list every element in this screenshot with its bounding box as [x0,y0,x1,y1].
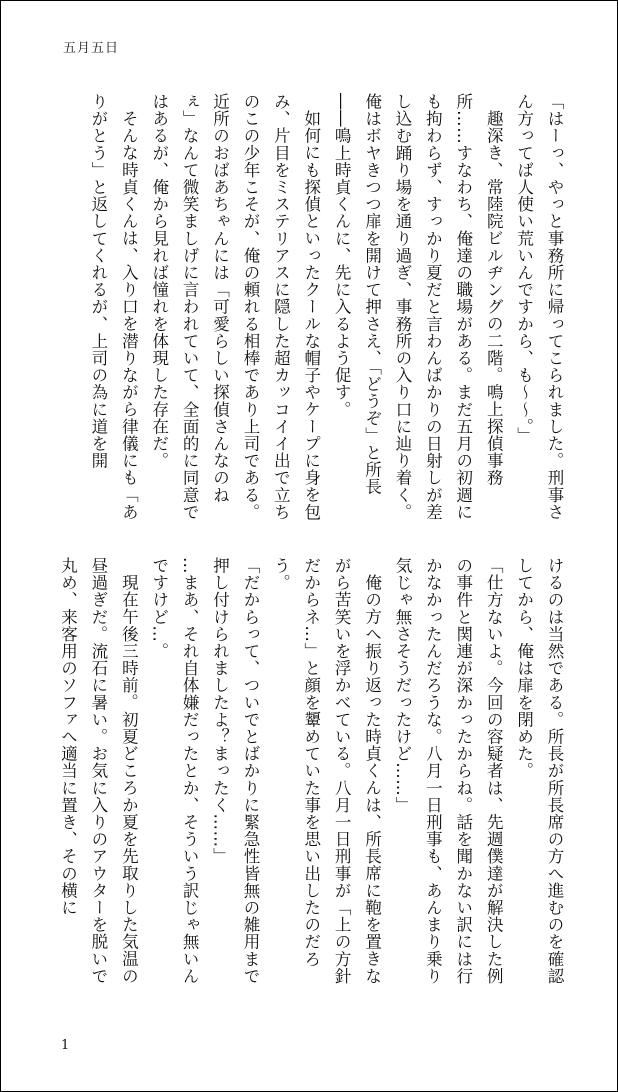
paragraph-narration-6: 現在午後三時前。初夏どころか夏を先取りした気温の昼過ぎだ。流石に暑い。お気に入りのアウターを脱いで丸め、来客用のソファへ適当に置き、その横に [58,557,139,985]
page-date-header: 五月五日 [63,41,120,56]
paragraph-narration-3: そんな時貞くんは、入り口を潜りながら律儀にも「ありがとう」と返してくれるが、上司の為に道を開 [88,93,139,520]
paragraph-dialogue-3: 「だからって、ついでとばかりに緊急性皆無の雑用まで押し付けられましたよ？まったく……」 [210,557,260,985]
page-number: 1 [61,1038,70,1053]
paragraph-narration-4: 俺の方へ振り返った時貞くんは、所長席に鞄を置きながら苦笑いを浮かべている。八月一日刑事が「上の方針だからネ…」と顔を顰めていた事を思い出したのだろう。 [271,557,382,985]
paragraph-narration-1: 趣深き、常陸院ビルヂングの二階。鳴上探偵事務所……すなわち、俺達の職場がある。まだ五月の初週にも拘わらず、すっかり夏だと言わんばかりの日射しが差し込む踊り場を通り過ぎ、事務所の入り口に辿り着く。俺はボヤきつつ扉を開けて押さえ、「どうぞ」と所長――鳴上時貞くんに、先に入るよう促す。 [332,93,504,521]
text-block-upper [69,93,569,523]
paragraph-dialogue-2: 「仕方ないよ。今回の容疑者は、先週僕達が解決した例の事件と関連が深かったからね。話を聞かない訳には行かなかったんだろうな。八月一日刑事も、あんまり乗り気じゃ無さそうだったけど……」 [392,557,504,985]
paragraph-narration-5: …まあ、それ自体嫌だったとか、そういう訳じゃ無いんですけど…。 [149,557,200,985]
paragraph-narration-2: 如何にも探偵といったクールな帽子やケープに身を包み、片目をミステリアスに隠した超カッコイイ出で立ちのこの少年こそが、俺の頼れる相棒であり上司である。近所のおばあちゃんには「可愛らしい探偵さんなのねぇ」なんて微笑ましげに言われていて、全面的に同意ではあるが、俺から見れば憧れを体現した存在だ。 [149,93,321,521]
paragraph-dialogue-1: 「はーっ、やっと事務所に帰ってこられました。刑事さん方ってば人使い荒いんですから、も〜〜。」 [514,93,564,521]
text-block-lower [58,557,569,987]
paragraph-continuation: けるのは当然である。所長が所長席の方へ進むのを確認してから、俺は扉を閉めた。 [514,557,564,985]
